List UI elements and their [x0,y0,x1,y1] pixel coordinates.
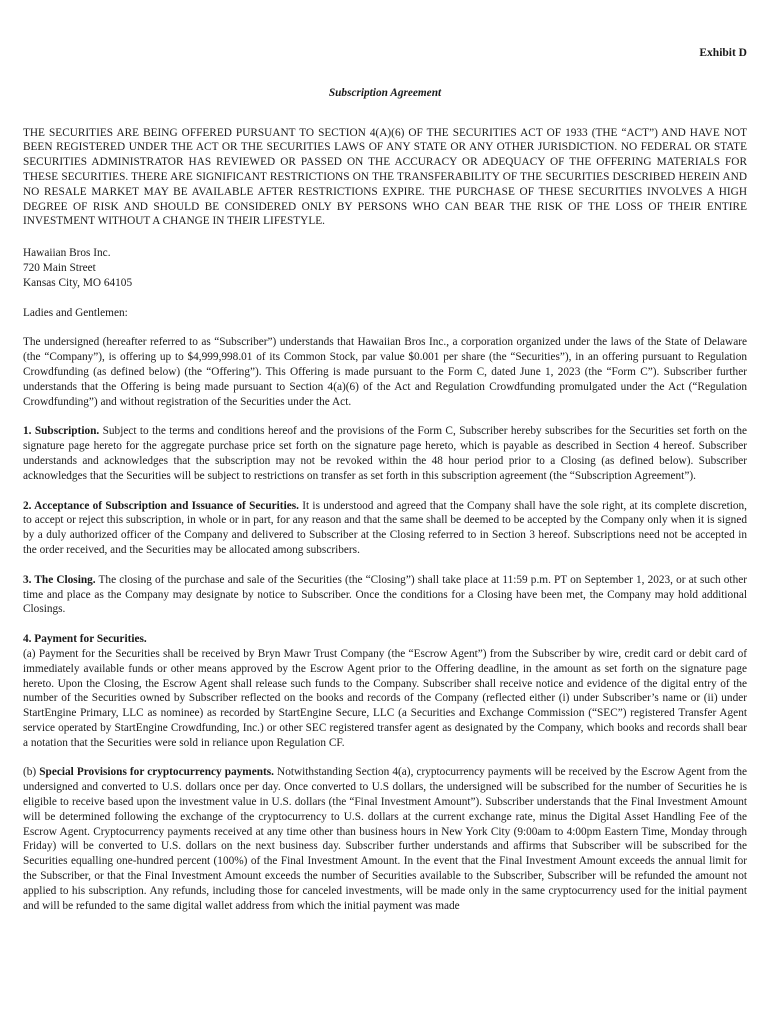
document-title: Subscription Agreement [328,86,442,99]
section-4b-prefix: (b) [23,766,40,779]
section-4-heading: 4. Payment for Securities. [23,633,147,646]
salutation: Ladies and Gentlemen: [23,306,128,319]
securities-legend: THE SECURITIES ARE BEING OFFERED PURSUANT TO SECTION 4(A)(6) OF THE SECURITIES ACT OF 1933 (THE “ACT”) AND HAVE NOT BEEN REGISTERED UNDER THE ACT OR THE SECURITIES LAWS OF ANY STATE OR ANY OTHER JURISDICTION. NO FEDERAL OR STATE SECURITIES ADMINISTRATOR HAS REVIEWED OR PASSED ON THE ACCURACY OR ADEQUACY OF THE OFFERING MATERIALS FOR THESE SECURITIES. THERE ARE SIGNIFICANT RESTRICTIONS ON THE TRANSFERABILITY OF THE SECURITIES DESCRIBED HEREIN AND NO RESALE MARKET MAY BE AVAILABLE AFTER RESTRICTIONS EXPIRE. THE PURCHASE OF THESE SECURITIES INVOLVES A HIGH DEGREE OF RISK AND SHOULD BE CONSIDERED ONLY BY PERSONS WHO CAN BEAR THE RISK OF THE LOSS OF THEIR ENTIRE INVESTMENT WITHOUT A CHANGE IN THEIR LIFESTYLE. [23,126,747,228]
section-1-heading: 1. Subscription. [23,425,100,438]
section-4a-paragraph: (a) Payment for the Securities shall be received by Bryn Mawr Trust Company (the “Escrow Agent”) from the Subscriber by wire, credit card or debit card of immediately available funds or other means approved by the Escrow Agent prior to the Offering deadline, in the amount as set forth on the signature page hereto. Upon the Closing, the Escrow Agent shall release such funds to the Company. Subscriber shall receive notice and evidence of the digital entry of the number of the Securities owned by Subscriber reflected on the books and records of the Company (reflected either (i) under Subscriber’s name or (ii) under StartEngine Primary, LLC as nominee) as recorded by StartEngine Secure, LLC (a Securities and Exchange Commission (“SEC”) registered Transfer Agent service operated by StartEngine Crowdfunding, Inc.) or other SEC registered transfer agent as designated by the Company, which books and records shall bear a notation that the Securities were sold in reliance upon Regulation CF. [23,647,747,749]
exhibit-label: Exhibit D [699,47,747,59]
section-4b-heading: Special Provisions for cryptocurrency payments. [39,766,274,779]
address-line-2: 720 Main Street [23,261,96,274]
section-1-subscription [23,424,747,483]
section-2-acceptance [23,499,747,558]
section-4b-crypto [23,765,747,913]
section-1-body: Subject to the terms and conditions hereof and the provisions of the Form C, Subscriber hereby subscribes for the Securities set forth on the signature page hereto for the aggregate purchase price set forth on the signature page hereto, which is payable as described in Section 4 hereof. Subscriber understands and acknowledges that the subscription may not be revoked within the 48 hour period prior to a Closing (as defined below). Subscriber acknowledges that the Securities will be subject to restrictions on transfer as set forth in this subscription agreement (the “Subscription Agreement”). [23,425,747,482]
intro-paragraph: The undersigned (hereafter referred to as “Subscriber”) understands that Hawaiian Bros Inc., a corporation organized under the laws of the State of Delaware (the “Company”), is offering up to $4,999,998.01 of its Common Stock, par value $0.001 per share (the “Securities”), in an offering pursuant to Regulation Crowdfunding (as defined below) (the “Offering”). This Offering is made pursuant to the Form C, dated June 1, 2023 (the “Form C”). Subscriber further understands that the Offering is being made pursuant to Section 4(a)(6) of the Act and Regulation Crowdfunding promulgated under the Act (“Regulation Crowdfunding”) and without registration of the Securities under the Act. [23,336,747,408]
section-3-body: The closing of the purchase and sale of the Securities (the “Closing”) shall take place at 11:59 p.m. PT on September 1, 2023, or at such other time and place as the Company may designate by notice to Subscriber. Once the conditions for a Closing have been met, the Company may hold additional Closings. [23,573,747,616]
address-line-3: Kansas City, MO 64105 [23,276,133,289]
section-2-heading: 2. Acceptance of Subscription and Issuance of Securities. [23,499,299,512]
address-line-1: Hawaiian Bros Inc. [23,247,111,260]
section-3-closing [23,573,747,617]
company-address [23,246,747,290]
section-3-heading: 3. The Closing. [23,573,96,586]
section-2-body: It is understood and agreed that the Company shall have the sole right, at its complete discretion, to accept or reject this subscription, in whole or in part, for any reason and that the same shall be deemed to be accepted by the Company only when it is signed by a duly authorized officer of the Company and delivered to Subscriber at the Closing referred to in Section 3 hereof. Subscriptions need not be accepted in the order received, and the Securities may be allocated among subscribers. [23,499,747,556]
section-4b-body: Notwithstanding Section 4(a), cryptocurrency payments will be received by the Escrow Agent from the undersigned and converted to U.S. dollars once per day. Once converted to U.S dollars, the undersigned will be subscribed for the number of Securities he is eligible to receive based upon the investment value in U.S. dollars (the “Final Investment Amount”). Subscriber understands that the Final Investment Amount will be determined following the exchange of the cryptocurrency to U.S. dollars at the current exchange rate, minus the Digital Asset Handling Fee of the Escrow Agent. Cryptocurrency payments received at any time other than business hours in New York City (9:00am to 4:00pm Eastern Time, Monday through Friday) will be converted to U.S. dollars on the next business day. Subscriber further understands and affirms that Subscriber will be subscribed for the Securities equalling one-hundred percent (100%) of the Final Investment Amount. In the event that the Final Investment Amount exceeds the annual limit for the Subscriber, or that the Final Investment Amount exceeds the number of Securities available to the Subscriber, Subscriber will be refunded the amount not applied to his subscription. Any refunds, including those for canceled investments, will be made only in the same cryptocurrency used for the initial payment and will be refunded to the same digital wallet address from which the initial payment was made [23,766,747,912]
